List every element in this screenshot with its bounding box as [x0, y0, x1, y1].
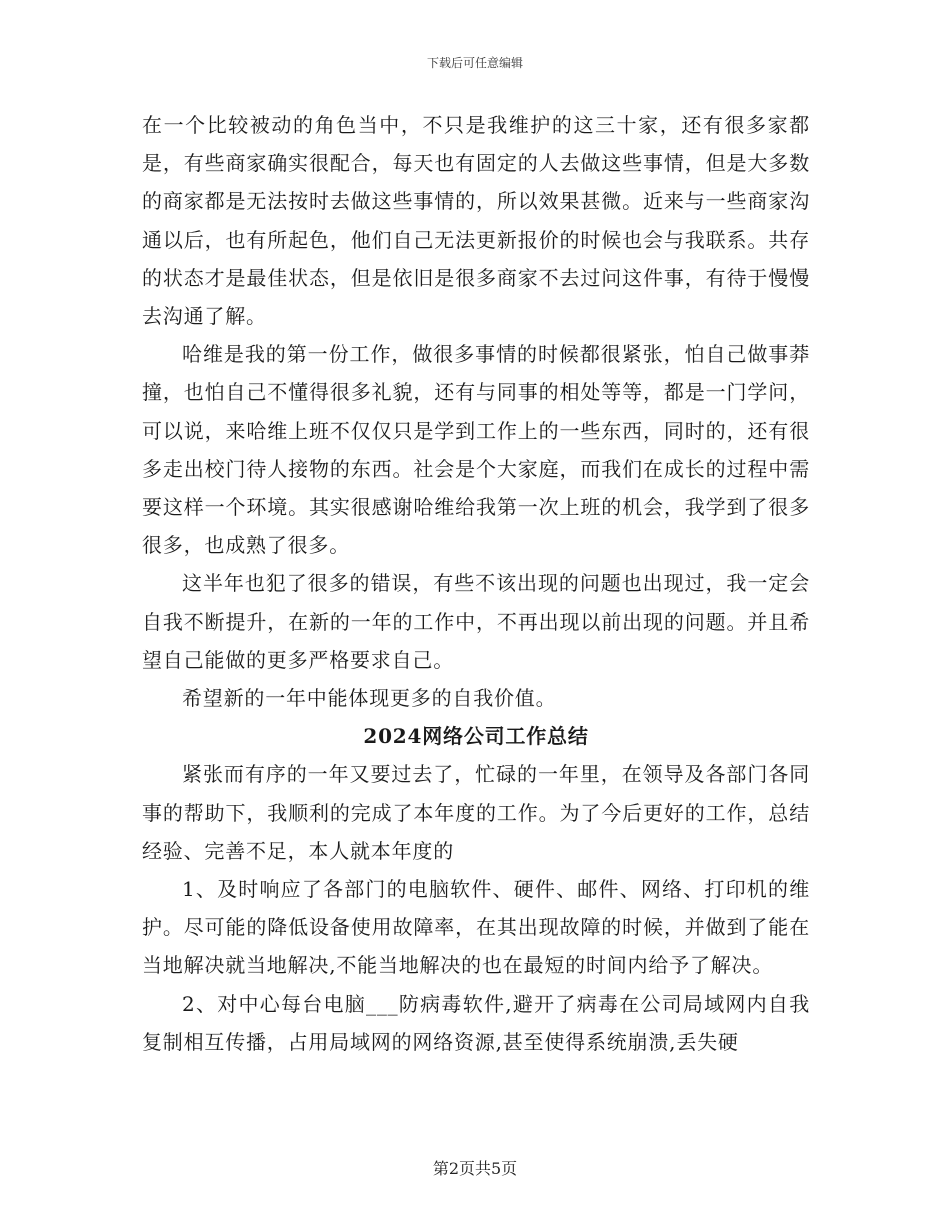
paragraph-3: 这半年也犯了很多的错误，有些不该出现的问题也出现过，我一定会自我不断提升，在新的一年的工作中，不再出现以前出现的问题。并且希望自己能做的更多严格要求自己。: [142, 571, 810, 672]
paragraph-7: 2、对中心每台电脑___防病毒软件,避开了病毒在公司局域网内自我复制相互传播，占用局域网的网络资源,甚至使得系统崩溃,丢失硬: [142, 991, 810, 1054]
paragraph-6: 1、及时响应了各部门的电脑软件、硬件、邮件、网络、打印机的维护。尽可能的降低设备使用故障率，在其出现故障的时候，并做到了能在当地解决就当地解决,不能当地解决的也在最短的时间内给予了解决。: [142, 877, 810, 978]
section-title: 2024网络公司工作总结: [363, 724, 589, 749]
paragraph-5: 紧张而有序的一年又要过去了，忙碌的一年里，在领导及各部门各同事的帮助下，我顺利的完成了本年度的工作。为了今后更好的工作，总结经验、完善不足，本人就本年度的: [142, 762, 810, 863]
page-header: 下载后可任意编辑: [426, 56, 523, 70]
paragraph-2: 哈维是我的第一份工作，做很多事情的时候都很紧张，怕自己做事莽撞，也怕自己不懂得很多礼貌，还有与同事的相处等等，都是一门学问，可以说，来哈维上班不仅仅只是学到工作上的一些东西，同时的，还有很多走出校门待人接物的东西。社会是个大家庭，而我们在成长的过程中需要这样一个环境。其实很感谢哈维给我第一次上班的机会，我学到了很多很多，也成熟了很多。: [142, 342, 810, 558]
paragraph-4: 希望新的一年中能体现更多的自我价值。: [182, 686, 557, 711]
page-footer: 第2页共5页: [432, 1159, 518, 1178]
paragraph-1: 在一个比较被动的角色当中，不只是我维护的这三十家，还有很多家都是，有些商家确实很配合，每天也有固定的人去做这些事情，但是大多数的商家都是无法按时去做这些事情的，所以效果甚微。近来与一些商家沟通以后，也有所起色，他们自己无法更新报价的时候也会与我联系。共存的状态才是最佳状态，但是依旧是很多商家不去过问这件事，有待于慢慢去沟通了解。: [142, 113, 810, 329]
document-body: [142, 106, 810, 1061]
